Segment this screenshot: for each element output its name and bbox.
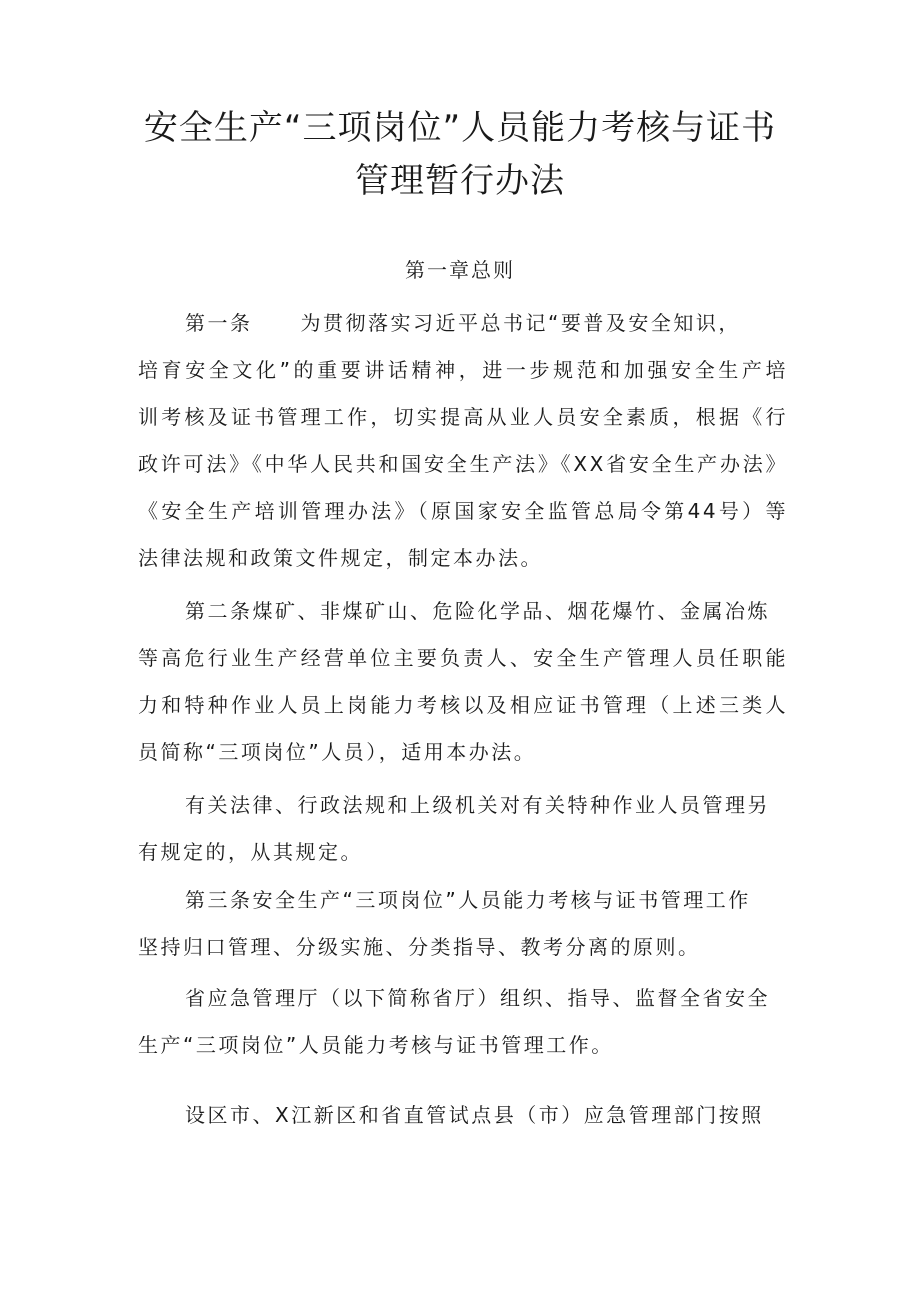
article-1-line-1-text: 为贯彻落实习近平总书记“要普及安全知识， <box>300 311 741 335</box>
article-2-line-4: 员简称“三项岗位”人员），适用本办法。 <box>138 740 537 764</box>
article-1-label: 第一条 <box>185 311 253 335</box>
chapter-heading: 第一章总则 <box>405 258 515 282</box>
article-1-line-4: 政许可法》《中华人民共和国安全生产法》《XX省安全生产办法》 <box>138 452 788 476</box>
article-1-line-6: 法律法规和政策文件规定，制定本办法。 <box>138 546 543 570</box>
document-title-line-1: 安全生产“三项岗位”人员能力考核与证书 <box>143 108 777 148</box>
article-2-line-2: 等高危行业生产经营单位主要负责人、安全生产管理人员任职能 <box>138 646 788 670</box>
city-para-line-1: 设区市、X江新区和省直管试点县（市）应急管理部门按照 <box>185 1103 764 1127</box>
province-para-line-1: 省应急管理厅（以下简称省厅）组织、指导、监督全省安全 <box>185 986 770 1010</box>
document-title-line-2: 管理暂行办法 <box>355 161 565 201</box>
article-1-line-5: 《安全生产培训管理办法》（原国家安全监管总局令第44号）等 <box>138 499 788 523</box>
article-1-line-2: 培育安全文化”的重要讲话精神，进一步规范和加强安全生产培 <box>138 358 788 382</box>
article-3-line-1: 第三条安全生产“三项岗位”人员能力考核与证书管理工作 <box>185 888 751 912</box>
article-2-line-1: 第二条煤矿、非煤矿山、危险化学品、烟花爆竹、金属冶炼 <box>185 599 770 623</box>
province-para-line-2: 生产“三项岗位”人员能力考核与证书管理工作。 <box>138 1033 614 1057</box>
special-para-line-1: 有关法律、行政法规和上级机关对有关特种作业人员管理另 <box>185 793 770 817</box>
article-1-line-1 <box>185 308 741 338</box>
article-1-line-3: 训考核及证书管理工作，切实提高从业人员安全素质，根据《行 <box>138 405 788 429</box>
article-2-line-3: 力和特种作业人员上岗能力考核以及相应证书管理（上述三类人 <box>138 693 788 717</box>
article-3-line-2: 坚持归口管理、分级实施、分类指导、教考分离的原则。 <box>138 935 701 959</box>
special-para-line-2: 有规定的，从其规定。 <box>138 840 363 864</box>
